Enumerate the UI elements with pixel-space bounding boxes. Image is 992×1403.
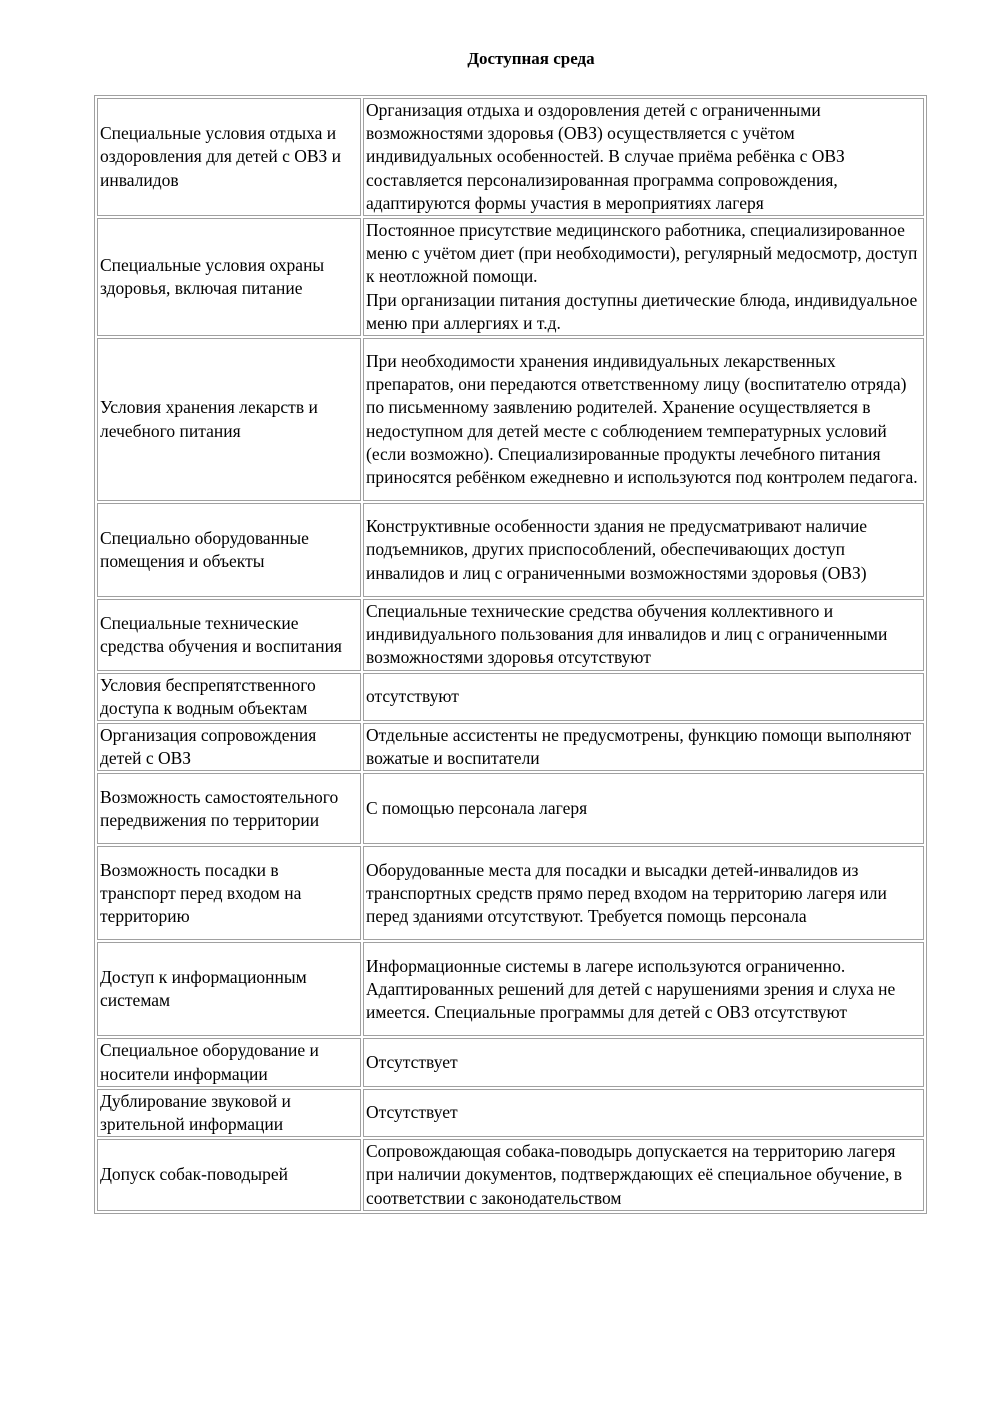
row-value [363, 218, 924, 336]
table-row [97, 599, 924, 671]
accessibility-table [94, 95, 927, 1214]
table-row [97, 503, 924, 597]
row-value: Отсутствует [363, 1038, 924, 1086]
row-label: Допуск собак-поводырей [97, 1139, 361, 1211]
row-value: Сопровождающая собака-поводырь допускается на территорию лагеря при наличии документов, подтверждающих её специальное обучение, в соответствии с законодательством [363, 1139, 924, 1211]
row-value: Информационные системы в лагере используются ограниченно. Адаптированных решений для детей с нарушениями зрения и слуха не имеется. Специальные программы для детей с ОВЗ отсутствуют [363, 942, 924, 1036]
row-label: Возможность самостоятельного передвижения по территории [97, 773, 361, 844]
table-row [97, 942, 924, 1036]
row-label: Доступ к информационным системам [97, 942, 361, 1036]
row-value: При необходимости хранения индивидуальных лекарственных препаратов, они передаются ответственному лицу (воспитателю отряда) по письменному заявлению родителей. Хранение осуществляется в недоступном для детей месте с соблюдением температурных условий (если возможно). Специализированные продукты лечебного питания приносятся ребёнком ежедневно и используются под контролем педагога. [363, 338, 924, 501]
row-label: Специально оборудованные помещения и объекты [97, 503, 361, 597]
table-body [97, 98, 924, 1211]
row-value-line: Постоянное присутствие медицинского работника, специализированное меню с учётом диет (при необходимости), регулярный медосмотр, доступ к неотложной помощи. При организации питания доступны диетические блюда, индивидуальное меню при аллергиях и т.д. [366, 220, 918, 333]
row-value: Организация отдыха и оздоровления детей с ограниченными возможностями здоровья (ОВЗ) осуществляется с учётом индивидуальных особенностей. В случае приёма ребёнка с ОВЗ составляется персонализированная программа сопровождения, адаптируются формы участия в мероприятиях лагеря [363, 98, 924, 216]
row-value: Конструктивные особенности здания не предусматривают наличие подъемников, других приспособлений, обеспечивающих доступ инвалидов и лиц с ограниченными возможностями здоровья (ОВЗ) [363, 503, 924, 597]
table-row [97, 218, 924, 336]
row-label: Условия хранения лекарств и лечебного питания [97, 338, 361, 501]
table-row [97, 846, 924, 940]
row-label: Специальные условия отдыха и оздоровления для детей с ОВЗ и инвалидов [97, 98, 361, 216]
table-row [97, 338, 924, 501]
table-row [97, 1139, 924, 1211]
row-label: Условия беспрепятственного доступа к водным объектам [97, 673, 361, 721]
row-value: Оборудованные места для посадки и высадки детей-инвалидов из транспортных средств прямо перед входом на территорию лагеря или перед зданиями отсутствуют. Требуется помощь персонала [363, 846, 924, 940]
table-row [97, 723, 924, 771]
page-title: Доступная среда [467, 49, 595, 68]
row-label: Специальные технические средства обучения и воспитания [97, 599, 361, 671]
table-row [97, 1038, 924, 1086]
row-label: Специальное оборудование и носители информации [97, 1038, 361, 1086]
row-value: Отсутствует [363, 1089, 924, 1137]
row-label: Дублирование звуковой и зрительной информации [97, 1089, 361, 1137]
row-label: Возможность посадки в транспорт перед входом на территорию [97, 846, 361, 940]
row-label: Специальные условия охраны здоровья, включая питание [97, 218, 361, 336]
row-label: Организация сопровождения детей с ОВЗ [97, 723, 361, 771]
table-row [97, 773, 924, 844]
row-value: С помощью персонала лагеря [363, 773, 924, 844]
row-value: отсутствуют [363, 673, 924, 721]
row-value: Специальные технические средства обучения коллективного и индивидуального пользования для инвалидов и лиц с ограниченными возможностями здоровья отсутствуют [363, 599, 924, 671]
table-row [97, 673, 924, 721]
table-row [97, 1089, 924, 1137]
row-value: Отдельные ассистенты не предусмотрены, функцию помощи выполняют вожатые и воспитатели [363, 723, 924, 771]
table-row [97, 98, 924, 216]
